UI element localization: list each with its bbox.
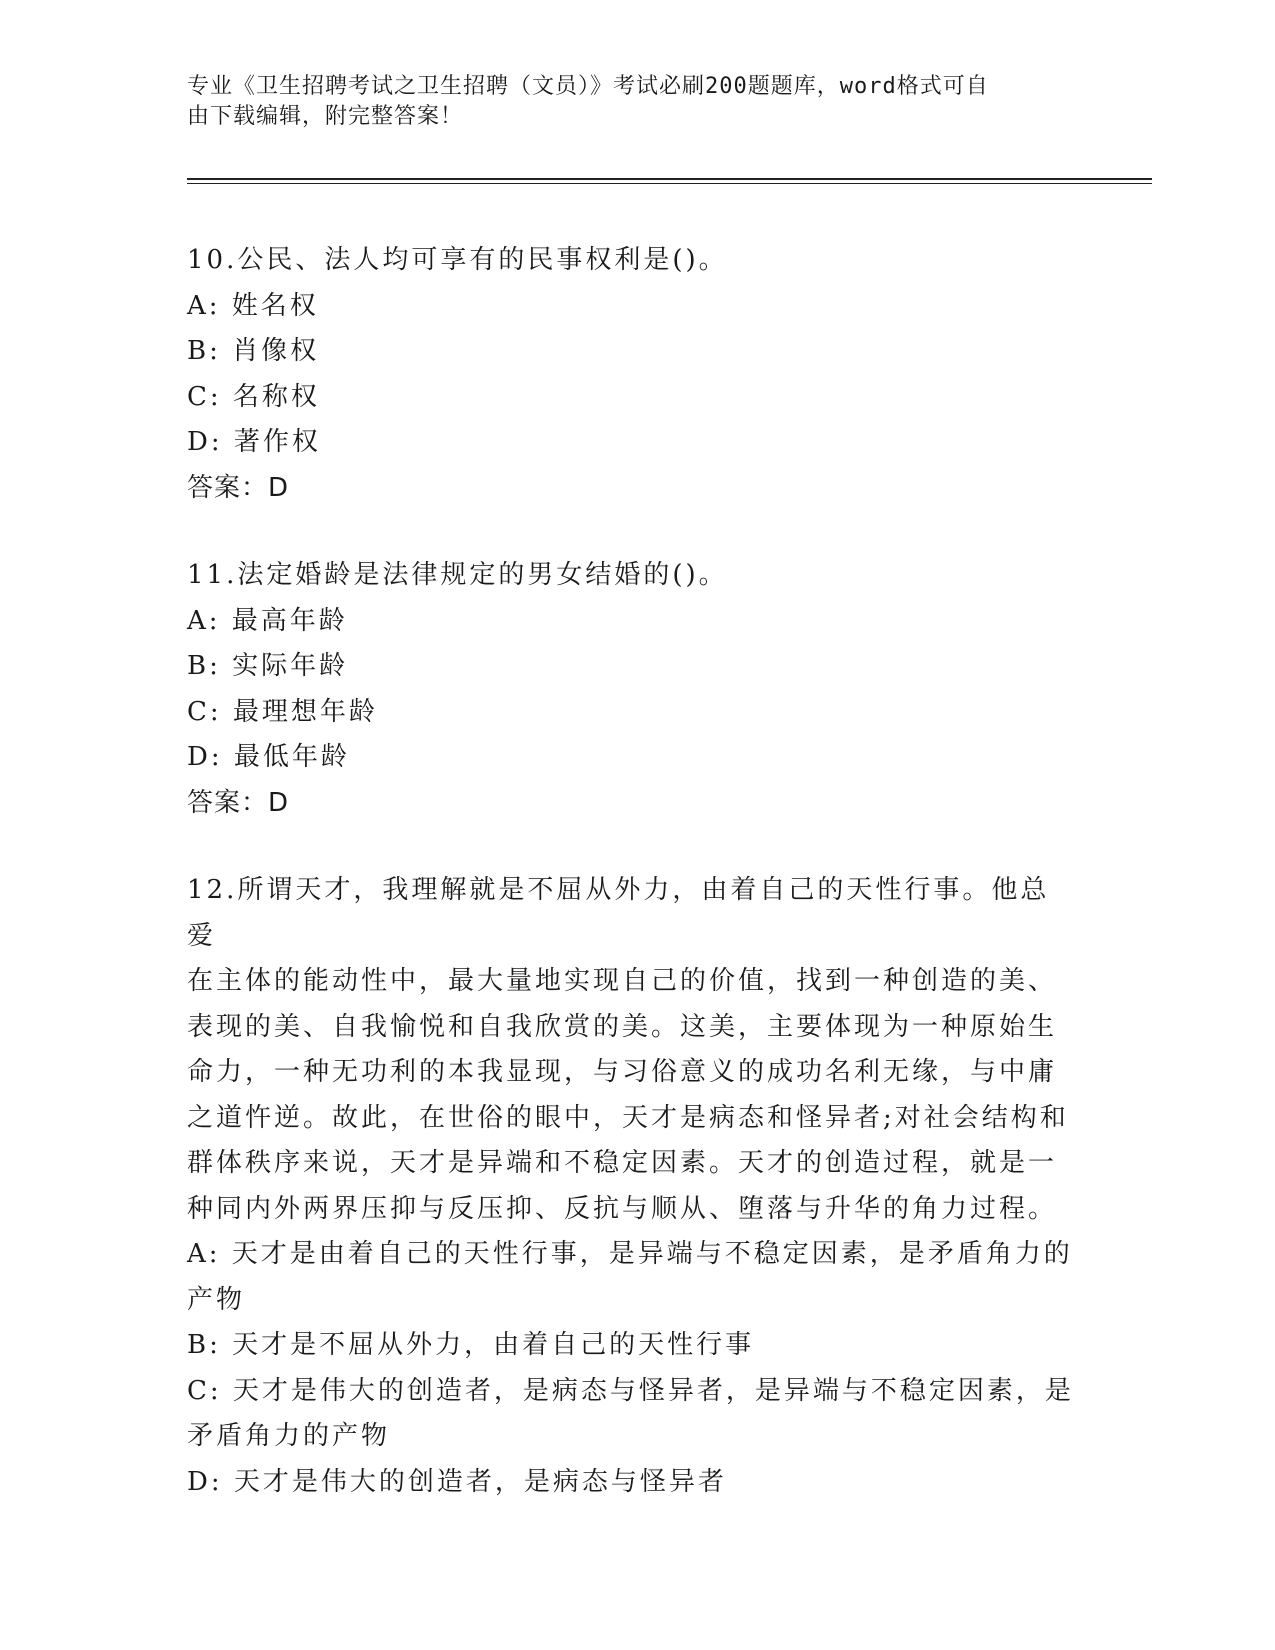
question-stem: 11.法定婚龄是法律规定的男女结婚的()。 [187,560,728,590]
question-stem-line: 表现的美、自我愉悦和自我欣赏的美。这美，主要体现为一种原始生 [187,1011,1058,1042]
question-12 [187,868,1077,1505]
option-d: D: 天才是伟大的创造者，是病态与怪异者 [187,1466,727,1497]
question-stem-line: 群体秩序来说，天才是异端和不稳定因素。天才的创造过程，就是一 [187,1148,1058,1178]
option-a: A: 最高年龄 [187,605,348,636]
option-c: C: 最理想年龄 [187,696,378,727]
question-stem-line: 种同内外两界压抑与反压抑、反抗与顺从、堕落与升华的角力过程。 [187,1193,1058,1224]
question-stem-line: 命力，一种无功利的本我显现，与习俗意义的成功名利无缘，与中庸 [187,1057,1058,1087]
header-line-1: 专业《卫生招聘考试之卫生招聘（文员）》考试必刷200题题库，word格式可自 [187,74,989,99]
option-c: C: 名称权 [187,381,320,412]
document-header [187,72,1067,132]
option-b: B: 天才是不屈从外力，由着自己的天性行事 [187,1330,755,1360]
answer: 答案：D [187,472,290,503]
option-b: B: 实际年龄 [187,651,349,681]
question-11 [187,553,1077,826]
header-divider-thin [187,183,1152,184]
option-d: D: 最低年龄 [187,742,350,772]
question-stem-line: 12.所谓天才，我理解就是不屈从外力，由着自己的天性行事。他总爱 [187,875,1050,951]
header-line-2: 由下载编辑，附完整答案！ [187,104,464,129]
option-c: C: 天才是伟大的创造者，是病态与怪异者，是异端与不稳定因素，是 [187,1375,1074,1406]
option-c-continued: 矛盾角力的产物 [187,1421,391,1451]
answer: 答案：D [187,787,290,818]
option-d: D: 著作权 [187,427,321,457]
option-b: B: 肖像权 [187,336,320,366]
question-list [187,238,1077,1547]
question-stem: 10.公民、法人均可享有的民事权利是()。 [187,245,728,275]
header-divider-thick [187,178,1152,180]
question-10 [187,238,1077,511]
option-a: A: 姓名权 [187,290,319,321]
option-a: A: 天才是由着自己的天性行事，是异端与不稳定因素，是矛盾角力的 [187,1239,1073,1269]
question-stem-line: 之道忤逆。故此，在世俗的眼中，天才是病态和怪异者;对社会结构和 [187,1102,1069,1133]
option-a-continued: 产物 [187,1284,246,1315]
question-stem-line: 在主体的能动性中，最大量地实现自己的价值，找到一种创造的美、 [187,966,1058,996]
